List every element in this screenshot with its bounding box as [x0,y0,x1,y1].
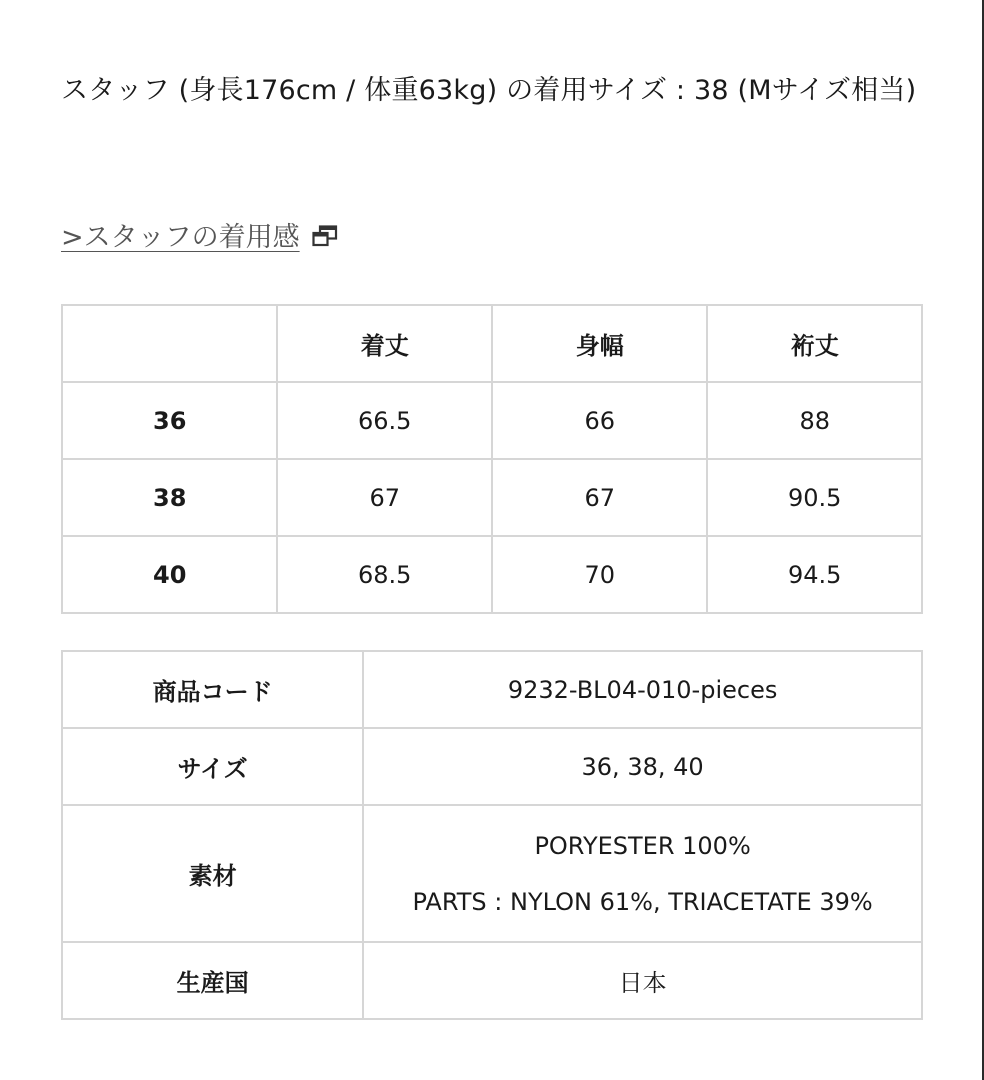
size-table-header-row [62,305,922,382]
spec-row-sizes [62,728,922,805]
size-value: 90.5 [707,459,922,536]
size-value: 67 [492,459,707,536]
material-parts: PARTS : NYLON 61%, TRIACETATE 39% [412,887,873,916]
material-label: 素材 [62,805,363,942]
size-label: 40 [62,536,277,613]
size-value: 88 [707,382,922,459]
origin-label: 生産国 [62,942,363,1019]
sizes-value: 36, 38, 40 [363,728,922,805]
size-value: 67 [277,459,492,536]
size-label: 36 [62,382,277,459]
size-value: 94.5 [707,536,922,613]
table-row [62,459,922,536]
size-value: 66.5 [277,382,492,459]
material-main: PORYESTER 100% [534,831,751,860]
product-code-value: 9232-BL04-010-pieces [363,651,922,728]
origin-value: 日本 [363,942,922,1019]
staff-fit-link[interactable]: >スタッフの着用感 [61,221,300,253]
sizes-label: サイズ [62,728,363,805]
spec-row-material [62,805,922,942]
header-width: 身幅 [492,305,707,382]
header-length: 着丈 [277,305,492,382]
header-sleeve: 裄丈 [707,305,922,382]
staff-fit-info: スタッフ (身長176cm / 体重63kg) の着用サイズ : 38 (Mサイズ相当) [61,75,917,106]
size-value: 68.5 [277,536,492,613]
size-table [61,304,923,614]
spec-table [61,650,923,1020]
size-label: 38 [62,459,277,536]
size-value: 70 [492,536,707,613]
table-row [62,382,922,459]
table-row [62,536,922,613]
size-table-corner [62,305,277,382]
staff-link-row [61,212,338,256]
material-value [363,805,922,942]
external-window-icon[interactable] [312,223,338,245]
spec-row-origin [62,942,922,1019]
spec-row-product-code [62,651,922,728]
size-value: 66 [492,382,707,459]
product-code-label: 商品コード [62,651,363,728]
